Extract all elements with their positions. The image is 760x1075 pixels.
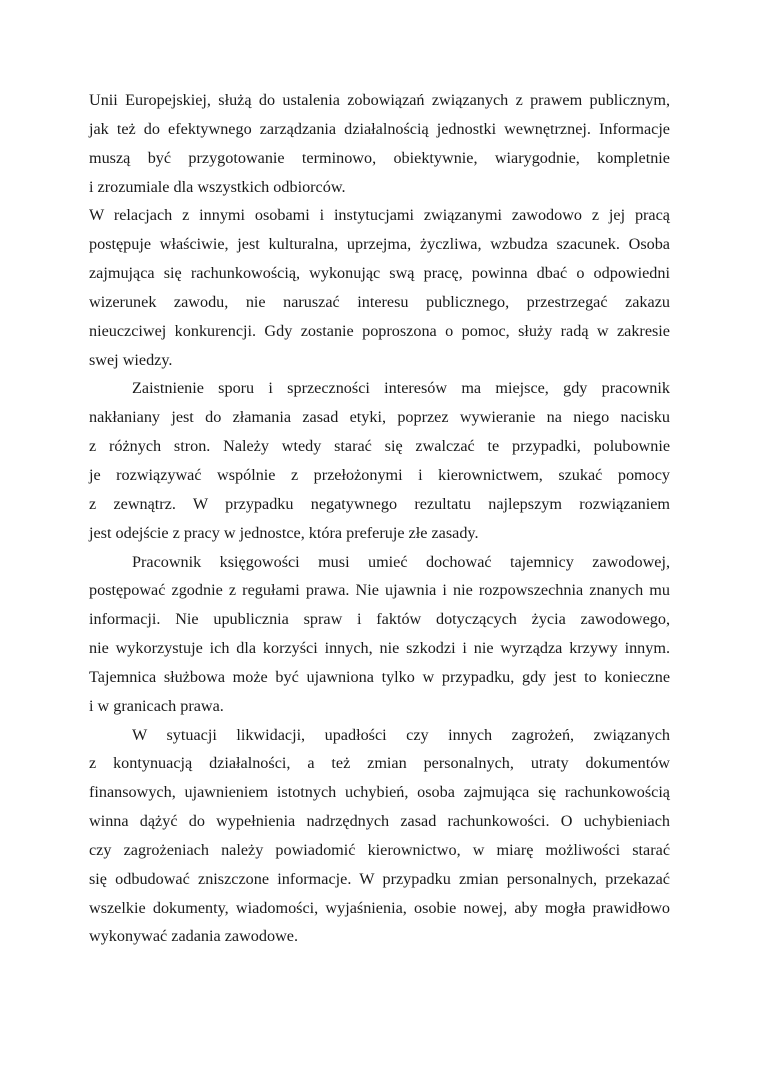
text-line: W sytuacji likwidacji, upadłości czy innych zagrożeń, związanych: [132, 725, 670, 744]
text-line: postępować zgodnie z regułami prawa. Nie ujawnia i nie rozpowszechnia znanych mu: [89, 581, 670, 600]
document-page: [89, 86, 670, 951]
text-line: muszą być przygotowanie terminowo, obiektywnie, wiarygodnie, kompletnie: [89, 148, 670, 167]
text-line: Tajemnica służbowa może być ujawniona tylko w przypadku, gdy jest to konieczne: [89, 667, 670, 686]
text-line: i w granicach prawa.: [89, 696, 224, 715]
text-line: finansowych, ujawnieniem istotnych uchybień, osoba zajmująca się rachunkowością: [89, 783, 670, 802]
text-line: się odbudować zniszczone informacje. W przypadku zmian personalnych, przekazać: [89, 869, 670, 888]
paragraph-3: [89, 374, 670, 547]
text-line: nakłaniany jest do złamania zasad etyki, poprzez wywieranie na niego nacisku: [89, 408, 670, 427]
text-line: nieuczciwej konkurencji. Gdy zostanie poproszona o pomoc, służy radą w zakresie: [89, 321, 670, 340]
text-line: jest odejście z pracy w jednostce, która preferuje złe zasady.: [89, 523, 479, 542]
text-line: wizerunek zawodu, nie naruszać interesu publicznego, przestrzegać zakazu: [89, 292, 670, 311]
text-line: z różnych stron. Należy wtedy starać się zwalczać te przypadki, polubownie: [89, 437, 670, 456]
text-line: winna dążyć do wypełnienia nadrzędnych zasad rachunkowości. O uchybieniach: [89, 812, 670, 831]
text-line: Pracownik księgowości musi umieć dochować tajemnicy zawodowej,: [132, 552, 670, 571]
paragraph-4: [89, 548, 670, 721]
text-line: jak też do efektywnego zarządzania działalnością jednostki wewnętrznej. Informacje: [89, 119, 670, 138]
text-line: zajmująca się rachunkowością, wykonując swą pracę, powinna dbać o odpowiedni: [89, 264, 670, 283]
text-line: informacji. Nie upublicznia spraw i faktów dotyczących życia zawodowego,: [89, 610, 670, 629]
text-line: nie wykorzystuje ich dla korzyści innych, nie szkodzi i nie wyrządza krzywy innym.: [89, 639, 670, 658]
text-line: Zaistnienie sporu i sprzeczności interesów ma miejsce, gdy pracownik: [132, 379, 670, 398]
text-line: wykonywać zadania zawodowe.: [89, 927, 298, 946]
text-line: swej wiedzy.: [89, 350, 173, 369]
text-line: i zrozumiale dla wszystkich odbiorców.: [89, 177, 346, 196]
text-line: z kontynuacją działalności, a też zmian personalnych, utraty dokumentów: [89, 754, 670, 773]
text-line: wszelkie dokumenty, wiadomości, wyjaśnienia, osobie nowej, aby mogła prawidłowo: [89, 898, 670, 917]
text-line: postępuje właściwie, jest kulturalna, uprzejma, życzliwa, wzbudza szacunek. Osoba: [89, 235, 670, 254]
text-line: je rozwiązywać wspólnie z przełożonymi i kierownictwem, szukać pomocy: [89, 465, 670, 484]
paragraph-5: [89, 721, 670, 952]
paragraph-1: [89, 86, 670, 201]
text-line: Unii Europejskiej, służą do ustalenia zobowiązań związanych z prawem publicznym,: [89, 91, 670, 109]
text-line: z zewnątrz. W przypadku negatywnego rezultatu najlepszym rozwiązaniem: [89, 494, 670, 513]
text-line: W relacjach z innymi osobami i instytucjami związanymi zawodowo z jej pracą: [89, 206, 670, 225]
paragraph-2: [89, 201, 670, 374]
text-line: czy zagrożeniach należy powiadomić kierownictwo, w miarę możliwości starać: [89, 840, 670, 859]
